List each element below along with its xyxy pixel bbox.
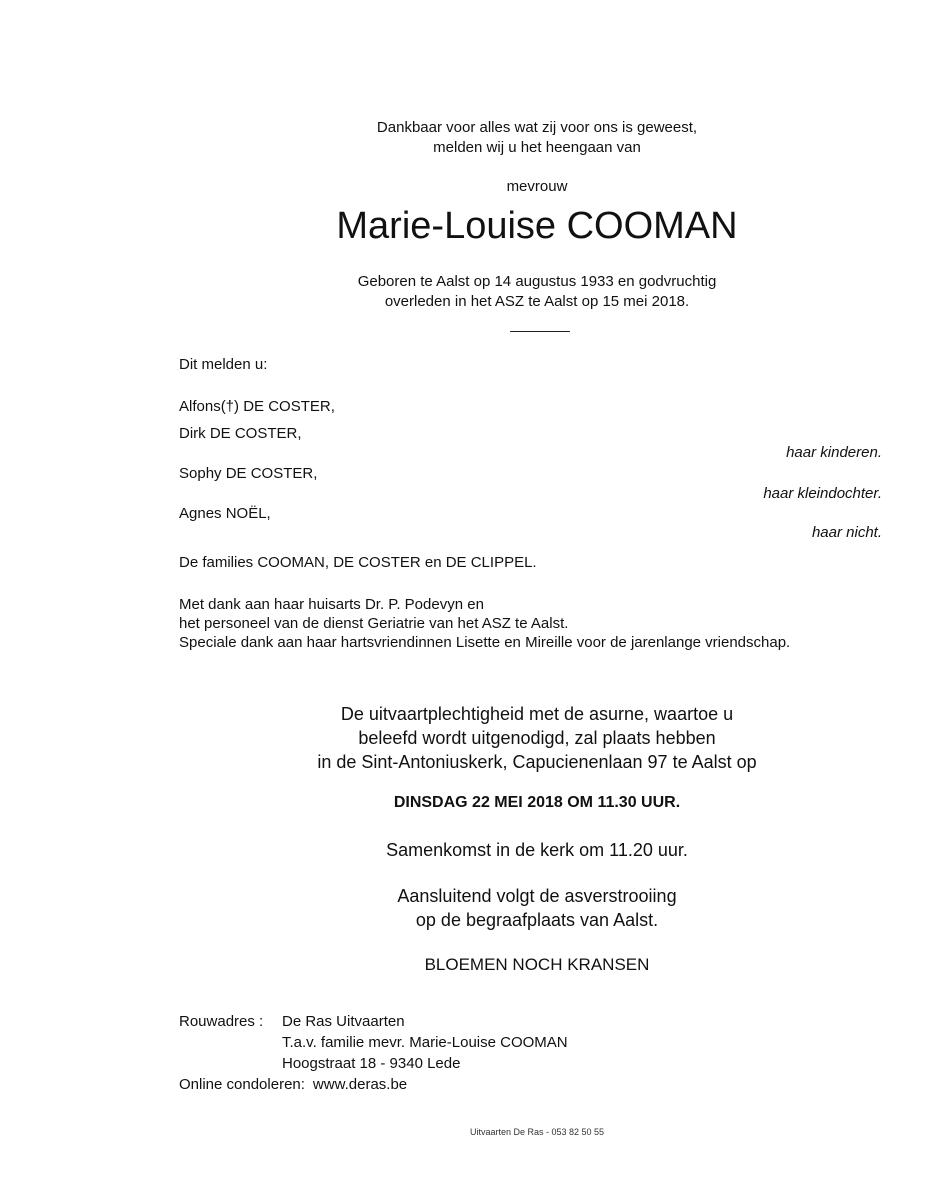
title-prefix: mevrouw [506, 178, 568, 195]
relation-label: haar kleindochter. [763, 485, 882, 502]
address-label: Rouwadres : [179, 1013, 264, 1030]
thanks-text [179, 595, 790, 652]
thanks-line-3: Speciale dank aan haar hartsvriendinnen Lisette en Mireille voor de jarenlange vriendschap. [179, 634, 791, 651]
ceremony-datetime: DINSDAG 22 MEI 2018 OM 11.30 UUR. [393, 794, 681, 811]
footer-contact: Uitvaarten De Ras - 053 82 50 55 [469, 1127, 605, 1137]
ceremony-text [237, 702, 837, 774]
intro-line-1: Dankbaar voor alles wat zij voor ons is geweest, [376, 119, 698, 136]
thanks-line-2: het personeel van de dienst Geriatrie van het ASZ te Aalst. [179, 615, 569, 632]
intro-line-2: melden wij u het heengaan van [433, 139, 641, 156]
intro-text [287, 118, 787, 158]
online-condolence-label: Online condoleren: [179, 1076, 305, 1093]
ceremony-line-3: in de Sint-Antoniuskerk, Capucienenlaan 97 te Aalst op [317, 752, 757, 772]
announcer-name: Agnes NOËL, [179, 505, 271, 522]
scatter-line-2: op de begraafplaats van Aalst. [415, 910, 659, 930]
address-line-1: De Ras Uitvaarten [282, 1013, 405, 1030]
relation-label: haar kinderen. [786, 444, 882, 461]
address-line-3: Hoogstraat 18 - 9340 Lede [282, 1055, 461, 1072]
birth-line-1: Geboren te Aalst op 14 augustus 1933 en godvruchtig [357, 273, 717, 290]
scatter-line-1: Aansluitend volgt de asverstrooiing [397, 886, 677, 906]
ash-scattering-text [237, 884, 837, 932]
announcer-name: Alfons(†) DE COSTER, [179, 398, 335, 415]
announcer-name: Dirk DE COSTER, [179, 425, 302, 442]
flowers-notice: BLOEMEN NOCH KRANSEN [424, 955, 650, 974]
deceased-name: Marie-Louise COOMAN [336, 205, 738, 247]
birth-line-2: overleden in het ASZ te Aalst op 15 mei 2018. [384, 293, 690, 310]
mourning-address [179, 1011, 568, 1095]
birth-death-text [237, 272, 837, 312]
online-condolence-link[interactable]: www.deras.be [312, 1076, 408, 1093]
announcers-heading: Dit melden u: [179, 356, 268, 373]
families-line: De families COOMAN, DE COSTER en DE CLIPPEL. [179, 554, 537, 571]
gathering-time: Samenkomst in de kerk om 11.20 uur. [386, 840, 688, 860]
relation-label: haar nicht. [811, 524, 882, 541]
address-line-2: T.a.v. familie mevr. Marie-Louise COOMAN [282, 1034, 568, 1051]
thanks-line-1: Met dank aan haar huisarts Dr. P. Podevyn en [179, 596, 484, 613]
ceremony-line-2: beleefd wordt uitgenodigd, zal plaats hebben [358, 728, 716, 748]
announcer-name: Sophy DE COSTER, [179, 465, 318, 482]
divider [510, 331, 570, 332]
ceremony-line-1: De uitvaartplechtigheid met de asurne, waartoe u [340, 704, 734, 724]
